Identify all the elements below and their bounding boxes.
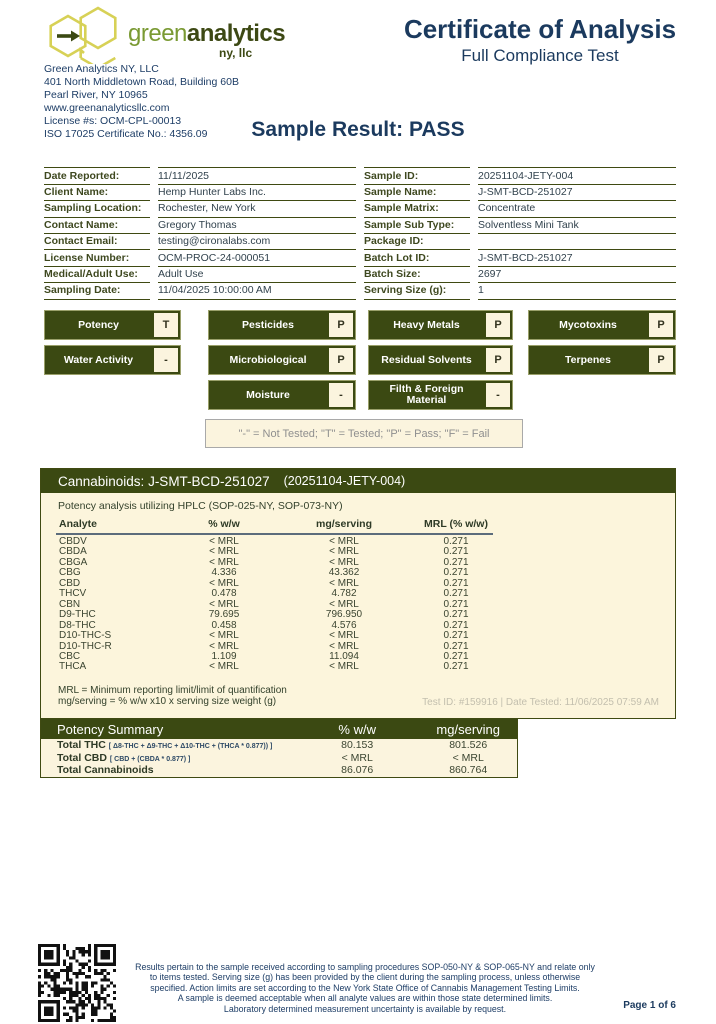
- test-status-letter: P: [329, 313, 353, 337]
- analyte-mrl: 0.271: [443, 650, 469, 662]
- hexagons-arrow-icon: [40, 6, 122, 64]
- analyte-name: D10-THC-R: [59, 640, 112, 652]
- analyte-mrl: 0.271: [443, 630, 469, 642]
- sample-info-row: [44, 184, 356, 200]
- analyte-ww: < MRL: [209, 556, 239, 568]
- test-chip: [208, 345, 356, 375]
- analyte-mrl: 0.271: [443, 640, 469, 652]
- lab-info-line: Green Analytics NY, LLC: [44, 63, 159, 75]
- sample-info-row: [44, 201, 356, 217]
- sample-info-value: Concentrate: [478, 200, 676, 217]
- sample-info-value: Hemp Hunter Labs Inc.: [158, 184, 356, 201]
- sample-info-value: J-SMT-BCD-251027: [478, 249, 676, 266]
- sample-info-value: 11/04/2025 10:00:00 AM: [158, 282, 356, 299]
- disclaimer-line: specified. Action limits are set according to the New York State Office of Cannabis Management Testing Limits.: [150, 982, 580, 993]
- analyte-mg: < MRL: [329, 598, 359, 610]
- analyte-name: CBG: [59, 567, 81, 579]
- sample-info-value: Adult Use: [158, 266, 356, 283]
- logo-word-analytics: analytics: [186, 20, 286, 47]
- analyte-mrl: 0.271: [443, 609, 469, 621]
- analyte-row: [41, 662, 675, 672]
- sample-info-row: [364, 266, 676, 282]
- summary-col-ww: % w/w: [338, 721, 376, 737]
- sample-info-table-left: [44, 168, 356, 299]
- summary-ww-value: 80.153: [341, 739, 374, 752]
- analyte-mrl: 0.271: [443, 556, 469, 568]
- summary-row-label: Total Cannabinoids: [57, 764, 154, 777]
- sample-info-label: Contact Email:: [44, 233, 150, 250]
- test-name: Moisture: [246, 388, 290, 401]
- disclaimer-line: A sample is deemed acceptable when all analyte values are within those state determined limits.: [177, 993, 553, 1004]
- test-chip: [528, 310, 676, 340]
- summary-ww-value: < MRL: [341, 751, 373, 764]
- analyte-mrl: 0.271: [443, 577, 469, 589]
- sample-info-label: Sample Name:: [364, 184, 470, 201]
- analyte-name: THCV: [59, 588, 87, 600]
- test-chip: [368, 380, 513, 410]
- certificate-subtitle: Full Compliance Test: [461, 46, 619, 65]
- analyte-name: D10-THC-S: [59, 630, 112, 642]
- cannabinoids-title: Cannabinoids: J-SMT-BCD-251027: [58, 473, 270, 489]
- analyte-name: CBDV: [59, 536, 87, 547]
- certificate-title: Certificate of Analysis: [403, 14, 677, 44]
- analyte-mg: < MRL: [329, 536, 359, 547]
- test-name: Water Activity: [63, 353, 134, 366]
- test-name: Residual Solvents: [381, 353, 472, 366]
- footnote-mg-serving: mg/serving = % w/w x10 x serving size weight (g): [58, 696, 277, 708]
- test-status-letter: P: [649, 313, 673, 337]
- cannabinoids-panel: [40, 468, 676, 719]
- analyte-mrl: 0.271: [443, 567, 469, 579]
- summary-row: [41, 739, 517, 752]
- sample-info-row: [44, 283, 356, 299]
- test-status-letter: -: [486, 383, 510, 407]
- analyte-ww: < MRL: [209, 546, 239, 558]
- analyte-mg: < MRL: [329, 640, 359, 652]
- analyte-ww: 79.695: [208, 609, 240, 621]
- test-name: Terpenes: [565, 353, 611, 366]
- disclaimer-line: Laboratory determined measurement uncertainty is available by request.: [223, 1003, 507, 1014]
- test-chip: [208, 380, 356, 410]
- summary-row-formula: [ Δ8-THC + Δ9-THC + Δ10-THC + (THCA * 0.877)) ]: [108, 743, 273, 751]
- summary-mg-value: 860.764: [449, 764, 488, 777]
- test-id-meta: Test ID: #159916 | Date Tested: 11/06/2025 07:59 AM: [422, 696, 659, 708]
- col-mrl: MRL (% w/w): [424, 518, 488, 530]
- test-chip: [208, 310, 356, 340]
- analyte-mg: 4.576: [331, 619, 357, 631]
- col-mg-serving: mg/serving: [315, 518, 373, 530]
- test-status-letter: P: [486, 348, 510, 372]
- test-name: Potency: [78, 318, 119, 331]
- col-ww: % w/w: [208, 518, 240, 530]
- sample-info-value: J-SMT-BCD-251027: [478, 184, 676, 201]
- analyte-mg: 796.950: [325, 609, 363, 621]
- analyte-ww: < MRL: [209, 630, 239, 642]
- analyte-mrl: 0.271: [443, 661, 469, 673]
- analyte-mg: < MRL: [329, 556, 359, 568]
- summary-row-label: Total CBD [ CBD + (CBDA * 0.877) ]: [57, 751, 191, 764]
- col-analyte: Analyte: [59, 518, 97, 530]
- analyte-row: [41, 579, 675, 589]
- sample-info-label: Sample ID:: [364, 167, 470, 185]
- sample-info-row: [364, 217, 676, 233]
- sample-info-value: 1: [478, 282, 676, 299]
- analyte-mg: < MRL: [329, 661, 359, 673]
- sample-info-row: [44, 266, 356, 282]
- test-chip: [368, 345, 513, 375]
- header-underline: [56, 533, 493, 535]
- test-name: Pesticides: [242, 318, 294, 331]
- sample-info-value: Solventless Mini Tank: [478, 217, 676, 234]
- sample-info-value: testing@cironalabs.com: [158, 233, 356, 250]
- test-status-letter: P: [649, 348, 673, 372]
- summary-row: [41, 752, 517, 765]
- cannabinoids-panel-header: [41, 469, 675, 494]
- sample-info-value: Gregory Thomas: [158, 217, 356, 234]
- test-chip-column: [528, 310, 676, 380]
- sample-info-label: Batch Size:: [364, 266, 470, 283]
- lab-info-line: 401 North Middletown Road, Building 60B: [44, 76, 239, 88]
- sample-info-value: 20251104-JETY-004: [478, 167, 676, 185]
- analyte-ww: 0.478: [211, 588, 237, 600]
- sample-info-label: Medical/Adult Use:: [44, 266, 150, 283]
- cannabinoids-title-sample-id: (20251104-JETY-004): [283, 474, 406, 488]
- test-chip-column: [368, 310, 513, 415]
- sample-info-label: Serving Size (g):: [364, 282, 470, 299]
- status-legend: "-" = Not Tested; "T" = Tested; "P" = Pass; "F" = Fail: [205, 419, 523, 448]
- sample-info-row: [364, 234, 676, 250]
- sample-info-row: [364, 250, 676, 266]
- footer-disclaimer: [118, 962, 612, 1014]
- analyte-mg: 43.362: [328, 567, 360, 579]
- sample-info-table-right: [364, 168, 676, 299]
- summary-row-label: Total THC [ Δ8-THC + Δ9-THC + Δ10-THC + (THCA * 0.877)) ]: [57, 739, 273, 752]
- sample-result-heading: Sample Result: PASS: [251, 118, 465, 141]
- analyte-mg: < MRL: [329, 546, 359, 558]
- analyte-mrl: 0.271: [443, 619, 469, 631]
- lab-info-line: ISO 17025 Certificate No.: 4356.09: [44, 128, 208, 140]
- sample-info-row: [364, 184, 676, 200]
- summary-col-mg: mg/serving: [436, 721, 500, 737]
- summary-row: [41, 764, 517, 777]
- test-status-letter: -: [329, 383, 353, 407]
- analyte-name: D8-THC: [59, 619, 96, 631]
- lab-info-line: Pearl River, NY 10965: [44, 89, 148, 101]
- sample-info-label: Package ID:: [364, 233, 470, 250]
- analyte-name: CBDA: [59, 546, 87, 558]
- sample-info-label: Sample Matrix:: [364, 200, 470, 217]
- analyte-ww: < MRL: [209, 640, 239, 652]
- analyte-mg: 11.094: [329, 650, 359, 662]
- summary-mg-value: < MRL: [452, 751, 484, 764]
- analyte-name: CBD: [59, 577, 81, 589]
- analyte-mg: 4.782: [331, 588, 357, 600]
- analyte-ww: < MRL: [209, 661, 239, 673]
- disclaimer-line: to items tested. Serving size (g) has been provided by the client during the sampling process, unless otherwise: [149, 972, 581, 983]
- sample-info-label: Sample Sub Type:: [364, 217, 470, 234]
- sample-info-row: [44, 217, 356, 233]
- sample-info-value: [478, 233, 676, 250]
- test-status-grid: [0, 310, 716, 415]
- analyte-row: [41, 631, 675, 641]
- sample-info-row: [364, 283, 676, 299]
- analyte-ww: < MRL: [209, 598, 239, 610]
- potency-summary-body: [41, 739, 517, 777]
- potency-summary-table: [40, 718, 518, 778]
- sample-info-label: Sampling Date:: [44, 282, 150, 299]
- analyte-ww: 1.109: [211, 650, 237, 662]
- logo-subtitle: ny, llc: [219, 46, 253, 60]
- table-footnotes: [41, 685, 287, 708]
- sample-info-row: [44, 168, 356, 184]
- test-chip: [44, 345, 181, 375]
- potency-summary-header: [41, 719, 517, 739]
- sample-info-row: [44, 234, 356, 250]
- test-status-letter: P: [329, 348, 353, 372]
- analyte-mrl: 0.271: [443, 546, 469, 558]
- sample-info-label: Date Reported:: [44, 167, 150, 185]
- test-chip: [528, 345, 676, 375]
- analyte-table-body: [41, 537, 675, 673]
- summary-ww-value: 86.076: [341, 764, 374, 777]
- sample-info-value: OCM-PROC-24-000051: [158, 249, 356, 266]
- summary-title: Potency Summary: [57, 721, 164, 737]
- sample-info-value: Rochester, New York: [158, 200, 356, 217]
- lab-info-line: License #s: OCM-CPL-00013: [44, 115, 182, 127]
- analyte-ww: 0.458: [211, 619, 237, 631]
- analyte-name: THCA: [59, 661, 87, 673]
- analyte-name: CBN: [59, 598, 81, 610]
- green-analytics-logo: [40, 6, 300, 62]
- analyte-name: CBGA: [59, 556, 88, 568]
- lab-info-line: www.greenanalyticsllc.com: [44, 102, 170, 114]
- analyte-ww: < MRL: [209, 536, 239, 547]
- test-status-letter: -: [154, 348, 178, 372]
- test-chip-column: [208, 310, 356, 415]
- page-number: Page 1 of 6: [623, 1000, 676, 1011]
- test-status-letter: P: [486, 313, 510, 337]
- test-chip: [368, 310, 513, 340]
- analyte-table-header: [41, 518, 675, 533]
- sample-info-label: Client Name:: [44, 184, 150, 201]
- sample-info-row: [364, 201, 676, 217]
- test-chip-column: [44, 310, 181, 380]
- test-status-letter: T: [154, 313, 178, 337]
- test-chip: [44, 310, 181, 340]
- test-name: Filth & Foreign Material: [389, 383, 464, 406]
- potency-method-note: Potency analysis utilizing HPLC (SOP-025-NY, SOP-073-NY): [58, 500, 343, 512]
- analyte-row: [41, 610, 675, 620]
- analyte-mg: < MRL: [329, 630, 359, 642]
- logo-word-green: green: [128, 20, 187, 47]
- analyte-ww: 4.336: [211, 567, 237, 579]
- disclaimer-line: Results pertain to the sample received according to sampling procedures SOP-050-NY & SOP-065-NY and relate only: [135, 962, 595, 972]
- analyte-mrl: 0.271: [443, 588, 469, 600]
- analyte-name: D9-THC: [59, 609, 96, 621]
- sample-info-label: Contact Name:: [44, 217, 150, 234]
- analyte-mrl: 0.271: [443, 536, 469, 547]
- sample-info-value: 11/11/2025: [158, 167, 356, 185]
- sample-info-value: 2697: [478, 266, 676, 283]
- summary-mg-value: 801.526: [449, 739, 488, 752]
- sample-info-row: [44, 250, 356, 266]
- sample-info-row: [364, 168, 676, 184]
- certificate-title-block: [380, 14, 700, 66]
- qr-code: [38, 944, 116, 1022]
- test-name: Microbiological: [229, 353, 307, 366]
- sample-info-label: Batch Lot ID:: [364, 249, 470, 266]
- sample-info-label: Sampling Location:: [44, 200, 150, 217]
- test-name: Mycotoxins: [559, 318, 617, 331]
- analyte-name: CBC: [59, 650, 81, 662]
- sample-info-label: License Number:: [44, 249, 150, 266]
- analyte-mrl: 0.271: [443, 598, 469, 610]
- summary-row-formula: [ CBD + (CBDA * 0.877) ]: [109, 755, 191, 763]
- analyte-mg: < MRL: [329, 577, 359, 589]
- analyte-ww: < MRL: [209, 577, 239, 589]
- footnote-mrl: MRL = Minimum reporting limit/limit of quantification: [58, 684, 287, 696]
- test-name: Heavy Metals: [393, 318, 460, 331]
